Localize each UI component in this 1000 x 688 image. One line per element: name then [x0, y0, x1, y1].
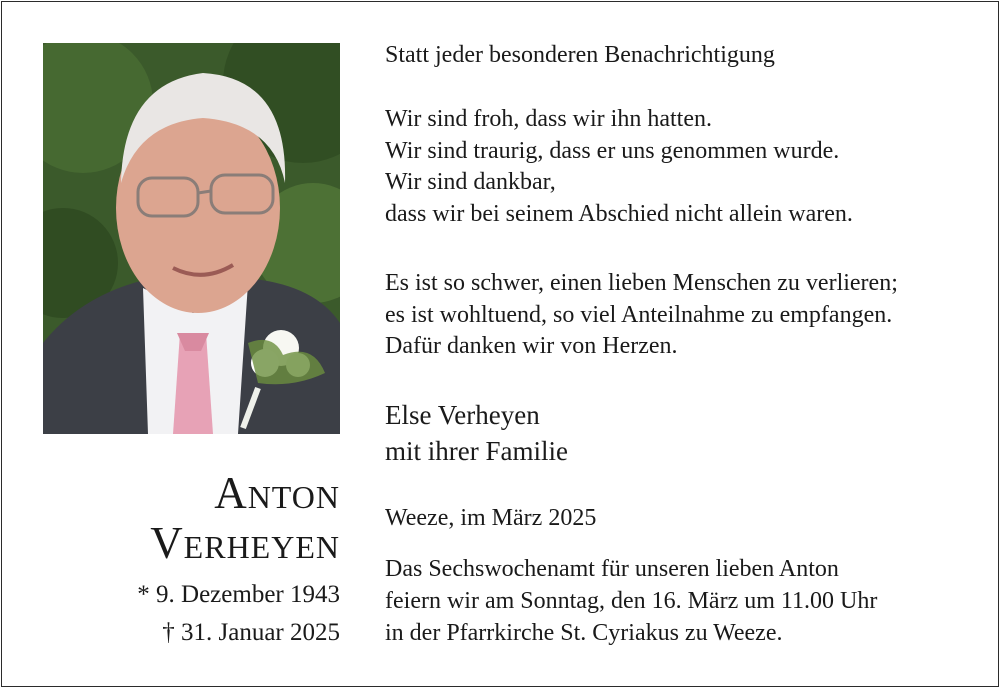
- birth-date: * 9. Dezember 1943: [137, 581, 340, 608]
- notice-line: feiern wir am Sonntag, den 16. März um 11.00 Uhr: [385, 588, 878, 614]
- poem-line: Wir sind traurig, dass er uns genommen wurde.: [385, 137, 840, 164]
- signature-line: Else Verheyen: [385, 400, 540, 430]
- intro-line: Statt jeder besonderen Benachrichtigung: [385, 42, 775, 68]
- thanks-line: Es ist so schwer, einen lieben Menschen zu verlieren;: [385, 270, 898, 296]
- thanks-line: es ist wohltuend, so viel Anteilnahme zu empfangen.: [385, 301, 893, 328]
- last-name: Verheyen: [150, 518, 340, 568]
- service-notice: [385, 553, 985, 649]
- thanks-text: [385, 268, 985, 363]
- signature-line: mit ihrer Familie: [385, 436, 568, 466]
- poem-line: Wir sind froh, dass wir ihn hatten.: [385, 106, 712, 132]
- poem-line: Wir sind dankbar,: [385, 169, 556, 195]
- life-dates: [43, 576, 340, 652]
- portrait-photo: [43, 43, 340, 434]
- poem-line: dass wir bei seinem Abschied nicht allein waren.: [385, 200, 853, 227]
- notice-line: Das Sechswochenamt für unseren lieben Anton: [385, 556, 839, 582]
- deceased-name: [43, 468, 340, 568]
- signature: [385, 397, 985, 469]
- first-name: Anton: [214, 468, 340, 518]
- notice-line: in der Pfarrkirche St. Cyriakus zu Weeze.: [385, 620, 783, 646]
- place-date: Weeze, im März 2025: [385, 505, 597, 531]
- death-date: † 31. Januar 2025: [162, 619, 340, 646]
- thanks-line: Dafür danken wir von Herzen.: [385, 333, 678, 359]
- poem: [385, 104, 985, 230]
